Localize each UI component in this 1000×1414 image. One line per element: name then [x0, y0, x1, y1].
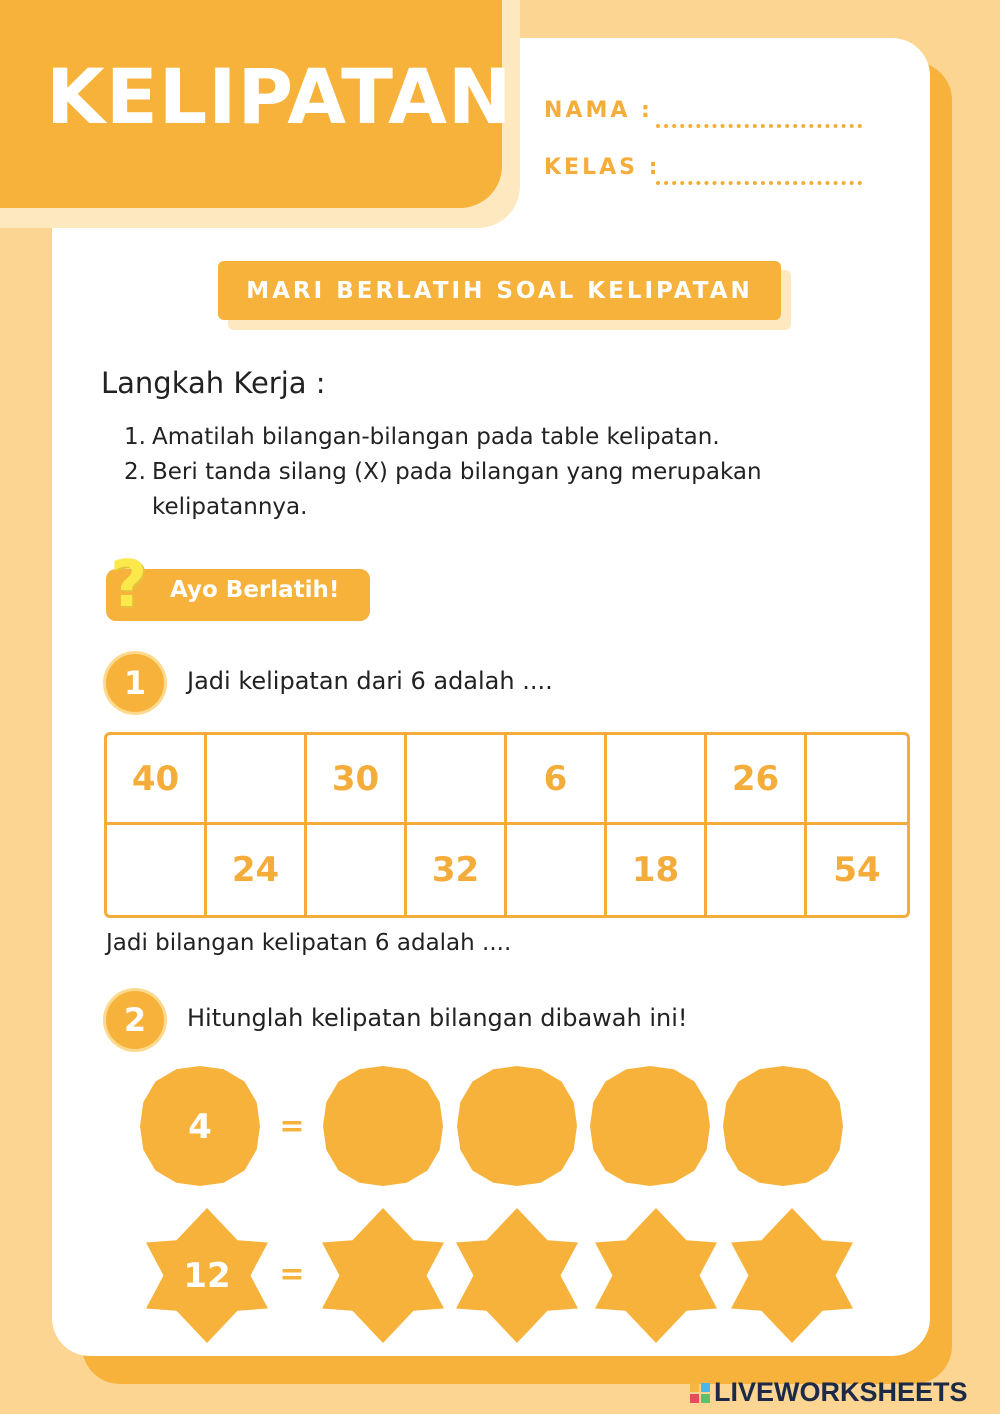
question-1-badge: 1: [106, 654, 164, 712]
step-text: Amatilah bilangan-bilangan pada table kelipatan.: [152, 424, 720, 450]
answer-star[interactable]: [323, 1066, 443, 1186]
grid-cell[interactable]: 18: [607, 825, 707, 915]
answer-star[interactable]: [456, 1208, 578, 1343]
answer-star[interactable]: [590, 1066, 710, 1186]
answer-star[interactable]: [731, 1208, 853, 1343]
answer-star[interactable]: [595, 1208, 717, 1343]
answer-star[interactable]: [457, 1066, 577, 1186]
liveworksheets-logo-icon: [690, 1383, 710, 1403]
answer-star[interactable]: [322, 1208, 444, 1343]
equals-sign: =: [279, 1109, 305, 1144]
question-1-answer: Jadi bilangan kelipatan 6 adalah ....: [106, 930, 512, 956]
equals-sign: =: [279, 1257, 305, 1292]
question-2-badge: 2: [106, 991, 164, 1049]
nama-label: NAMA :: [544, 98, 653, 123]
step-number: 2.: [124, 459, 146, 485]
liveworksheets-text: LIVEWORKSHEETS: [714, 1377, 968, 1407]
answer-star[interactable]: [723, 1066, 843, 1186]
shape-number: 4: [188, 1107, 212, 1147]
grid-cell[interactable]: 54: [833, 850, 881, 890]
step-number: 1.: [124, 424, 146, 450]
grid-cell[interactable]: 40: [107, 735, 207, 825]
kelas-label: KELAS :: [544, 155, 661, 180]
page-title: KELIPATAN: [46, 52, 513, 141]
steps-title: Langkah Kerja :: [101, 366, 326, 400]
question-1-text: Jadi kelipatan dari 6 adalah ....: [187, 667, 553, 695]
step-text: Beri tanda silang (X) pada bilangan yang merupakan kelipatannya.: [152, 459, 762, 520]
grid-cell[interactable]: 6: [507, 735, 607, 825]
grid-cell[interactable]: 30: [307, 735, 407, 825]
liveworksheets-logo: [690, 1377, 968, 1408]
practice-label: Ayo Berlatih!: [170, 577, 340, 603]
section-banner: MARI BERLATIH SOAL KELIPATAN: [218, 261, 781, 320]
question-mark-icon: ?: [110, 548, 148, 622]
grid-cell[interactable]: 26: [707, 735, 807, 825]
question-2-text: Hitunglah kelipatan bilangan dibawah ini!: [187, 1004, 688, 1032]
grid-cell[interactable]: 32: [407, 825, 507, 915]
grid-cell[interactable]: 24: [207, 825, 307, 915]
shape-number: 12: [183, 1256, 231, 1296]
